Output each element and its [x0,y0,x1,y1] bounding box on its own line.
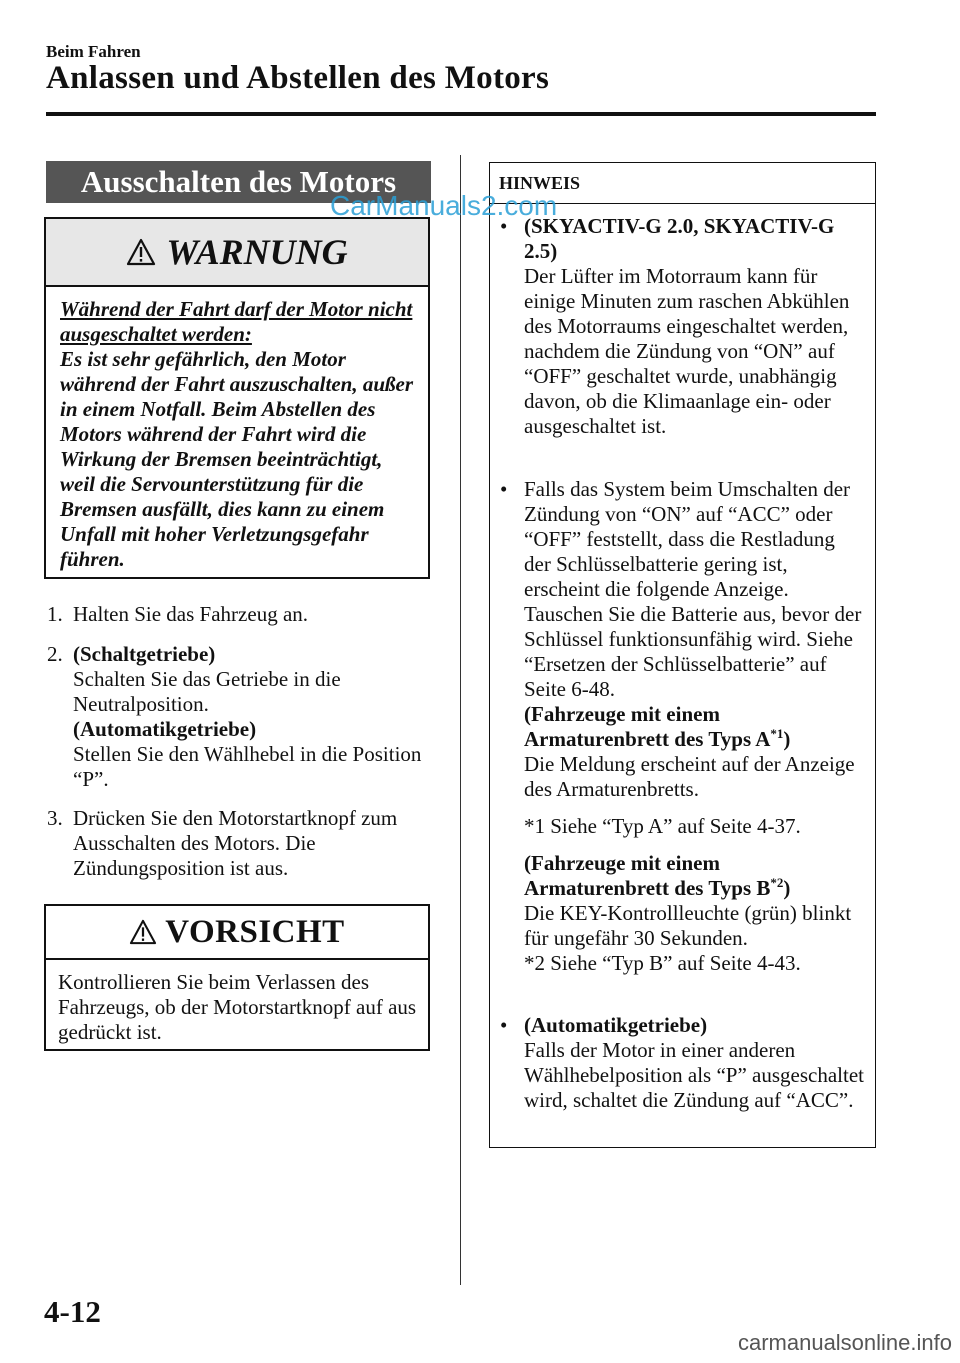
step-1 [47,602,427,627]
section-title: Ausschalten des Motors [46,161,431,203]
caution-box [44,904,430,1051]
chapter-kicker: Beim Fahren [46,42,141,61]
step-number: 1. [47,602,63,626]
bullet-icon: • [500,214,508,238]
note-bullet-heading: (Automatikgetriebe) [524,1013,708,1037]
warning-body: Es ist sehr gefährlich, den Motor während der Fahrt auszuschalten, außer in einem Notfall. Beim Abstellen des Motors während der Fahrt wird die Wirkung der Bremsen beeinträchtigt, weil die Servounterstützung für die Bremsen ausfällt, dies kann zu einem Unfall mit hoher Verletzungsgefahr führen. [60,347,414,571]
note-bullet-text: Falls der Motor in einer anderen Wählhebelposition als “P” ausgeschaltet wird, schaltet die Zündung auf “ACC”. [524,1038,864,1112]
step-heading-automatic: (Automatikgetriebe) [73,717,257,741]
step-text-manual: Schalten Sie das Getriebe in die Neutralposition. [73,667,341,716]
step-text-automatic: Stellen Sie den Wählhebel in die Position “P”. [73,742,422,791]
note-text-type-b: Die KEY-Kontrollleuchte (grün) blinkt für ungefähr 30 Sekunden. [524,901,852,950]
bullet-icon: • [500,477,508,501]
step-heading-manual: (Schaltgetriebe) [73,642,216,666]
note-bullet-text: Der Lüfter im Motorraum kann für einige Minuten zum raschen Abkühlen des Motorraums eingeschaltet werden, nachdem die Zündung von “ON” auf “OFF” geschaltet wurde, unabhängig davon, ob die Klimaanlage ein- oder ausgeschaltet ist. [524,264,850,438]
title-rule [46,112,876,116]
note-footnote-1: *1 Siehe “Typ A” auf Seite 4-37. [524,814,801,838]
caution-text: Kontrollieren Sie beim Verlassen des Fahrzeugs, ob der Motorstartknopf auf aus gedrückt ist. [58,970,417,1044]
step-number: 2. [47,642,63,666]
note-text-type-a: Die Meldung erscheint auf der Anzeige des Armaturenbretts. [524,752,855,801]
step-3 [47,806,427,881]
step-number: 3. [47,806,63,830]
page-number: 4-12 [44,1294,101,1329]
warning-text [46,287,428,572]
footer-watermark: carmanualsonline.info [737,1330,952,1355]
note-bullet-text: Falls das System beim Umschalten der Zündung von “ON” auf “ACC” oder “OFF” feststellt, dass die Restladung der Schlüsselbatterie gering ist, erscheint die folgende Anzeige. [524,477,851,601]
warning-triangle-icon [126,238,156,266]
column-divider [460,155,461,1285]
bullet-icon: • [500,1013,508,1037]
note-subheading-type-a: (Fahrzeuge mit einem Armaturenbrett des Typs $A^{*1}$) [524,702,791,751]
step-2 [47,642,427,792]
warning-header [46,219,428,287]
watermark-text: CarManuals2.com [330,190,558,221]
note-bullet-text-2: Tauschen Sie die Batterie aus, bevor der Schlüssel funktionsunfähig wird. Siehe “Ersetzen der Schlüsselbatterie” auf Seite 6-48. [524,602,862,701]
warning-box [44,217,430,579]
note-bullet-3 [500,1013,866,1113]
step-text: Halten Sie das Fahrzeug an. [73,602,309,626]
note-bullet-heading: (SKYACTIV-G 2.0, SKYACTIV-G 2.5) [524,214,835,263]
note-footnote-2: *2 Siehe “Typ B” auf Seite 4-43. [524,951,801,975]
page-title: Anlassen und Abstellen des Motors [46,60,550,96]
note-bullet-2 [500,477,866,976]
warning-triangle-icon [129,919,157,945]
note-bullet-1 [500,214,866,439]
note-subheading-type-b: (Fahrzeuge mit einem Armaturenbrett des Typs $B^{*2}$) [524,851,791,900]
warning-lead: Während der Fahrt darf der Motor nicht ausgeschaltet werden: [60,297,413,346]
warning-label: WARNUNG [166,232,348,272]
caution-header [46,906,428,960]
step-text: Drücken Sie den Motorstartknopf zum Ausschalten des Motors. Die Zündungsposition ist aus. [73,806,398,880]
note-label: HINWEIS [499,173,581,193]
caution-label: VORSICHT [165,913,345,950]
